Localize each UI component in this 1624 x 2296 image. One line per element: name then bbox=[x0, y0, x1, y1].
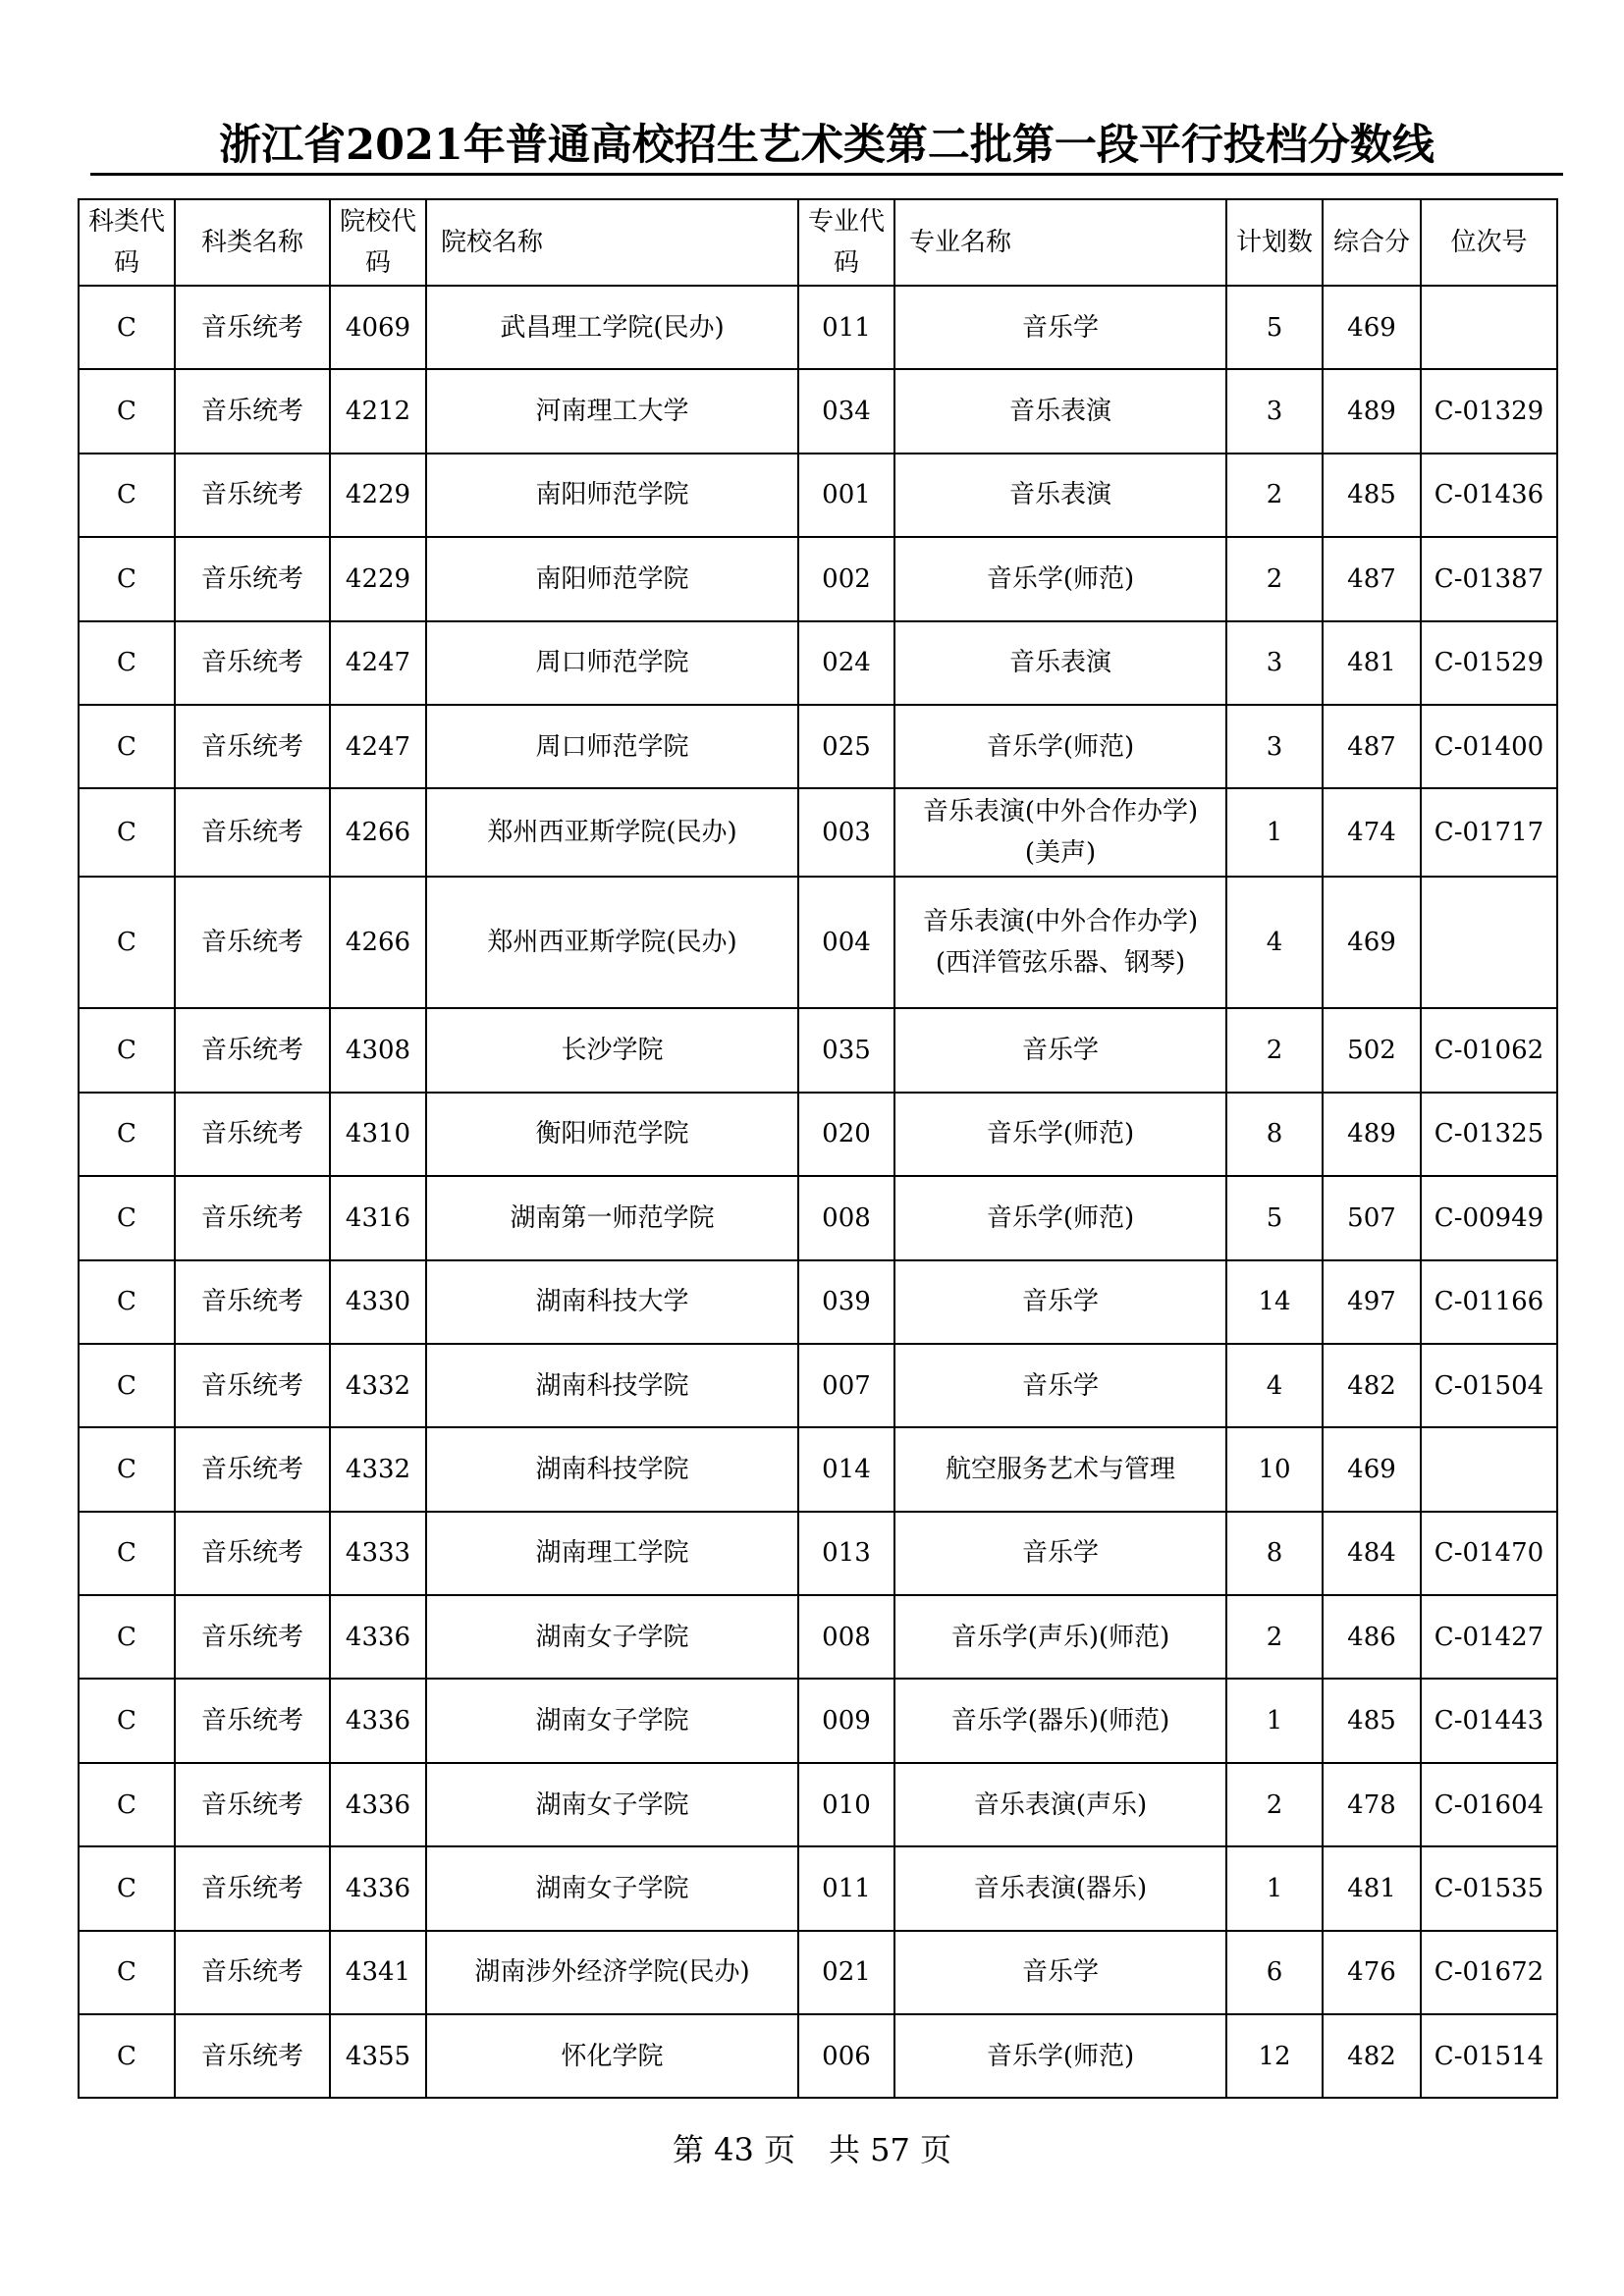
table-row bbox=[79, 1093, 1557, 1176]
cell-school-name: 长沙学院 bbox=[426, 1008, 798, 1092]
cell-score: 489 bbox=[1323, 369, 1421, 453]
cell-category-code: C bbox=[79, 369, 175, 453]
cell-score: 487 bbox=[1323, 537, 1421, 620]
cell-school-code: 4336 bbox=[330, 1763, 426, 1846]
table-row bbox=[79, 621, 1557, 705]
cell-score: 481 bbox=[1323, 621, 1421, 705]
table-row bbox=[79, 705, 1557, 788]
cell-school-code: 4341 bbox=[330, 1931, 426, 2014]
table-row bbox=[79, 1176, 1557, 1259]
cell-school-code: 4229 bbox=[330, 454, 426, 537]
cell-school-code: 4212 bbox=[330, 369, 426, 453]
cell-major-code: 024 bbox=[798, 621, 894, 705]
cell-score: 469 bbox=[1323, 286, 1421, 369]
cell-school-code: 4336 bbox=[330, 1679, 426, 1762]
cell-rank: C-01535 bbox=[1421, 1846, 1557, 1930]
table-row bbox=[79, 369, 1557, 453]
table-row bbox=[79, 454, 1557, 537]
cell-major-name: 音乐学 bbox=[894, 1931, 1226, 2014]
cell-school-name: 湖南科技学院 bbox=[426, 1427, 798, 1511]
cell-plan: 2 bbox=[1226, 1008, 1323, 1092]
cell-plan: 3 bbox=[1226, 369, 1323, 453]
cell-school-name: 湖南科技大学 bbox=[426, 1260, 798, 1344]
cell-school-name: 湖南女子学院 bbox=[426, 1679, 798, 1762]
cell-school-code: 4069 bbox=[330, 286, 426, 369]
cell-plan: 2 bbox=[1226, 454, 1323, 537]
cell-rank: C-01166 bbox=[1421, 1260, 1557, 1344]
cell-rank: C-01436 bbox=[1421, 454, 1557, 537]
cell-school-name: 湖南理工学院 bbox=[426, 1512, 798, 1595]
cell-rank: C-01443 bbox=[1421, 1679, 1557, 1762]
cell-category-name: 音乐统考 bbox=[175, 1344, 330, 1427]
table-row bbox=[79, 1344, 1557, 1427]
cell-category-code: C bbox=[79, 1008, 175, 1092]
cell-category-code: C bbox=[79, 454, 175, 537]
table-body bbox=[79, 286, 1557, 2098]
cell-plan: 6 bbox=[1226, 1931, 1323, 2014]
cell-rank: C-01604 bbox=[1421, 1763, 1557, 1846]
cell-category-name: 音乐统考 bbox=[175, 1763, 330, 1846]
table-row bbox=[79, 1931, 1557, 2014]
table-row bbox=[79, 537, 1557, 620]
header-category-code: 科类代码 bbox=[79, 199, 175, 286]
table-header-row bbox=[79, 199, 1557, 286]
cell-school-code: 4336 bbox=[330, 1846, 426, 1930]
cell-school-name: 南阳师范学院 bbox=[426, 454, 798, 537]
cell-rank: C-01672 bbox=[1421, 1931, 1557, 2014]
table-row bbox=[79, 2014, 1557, 2098]
header-rank: 位次号 bbox=[1421, 199, 1557, 286]
cell-major-name: 音乐学(师范) bbox=[894, 1093, 1226, 1176]
cell-school-name: 郑州西亚斯学院(民办) bbox=[426, 788, 798, 877]
cell-category-code: C bbox=[79, 1846, 175, 1930]
cell-major-name: 音乐表演 bbox=[894, 621, 1226, 705]
cell-plan: 5 bbox=[1226, 1176, 1323, 1259]
cell-major-code: 003 bbox=[798, 788, 894, 877]
cell-score: 481 bbox=[1323, 1846, 1421, 1930]
table-row bbox=[79, 1427, 1557, 1511]
cell-major-code: 013 bbox=[798, 1512, 894, 1595]
cell-school-code: 4332 bbox=[330, 1344, 426, 1427]
cell-category-code: C bbox=[79, 621, 175, 705]
table-row bbox=[79, 1008, 1557, 1092]
title-underline bbox=[90, 173, 1563, 176]
table-row bbox=[79, 1595, 1557, 1679]
cell-major-name: 音乐学 bbox=[894, 286, 1226, 369]
cell-school-name: 河南理工大学 bbox=[426, 369, 798, 453]
table-row bbox=[79, 788, 1557, 877]
cell-school-name: 湖南科技学院 bbox=[426, 1344, 798, 1427]
cell-rank: C-01427 bbox=[1421, 1595, 1557, 1679]
table-row bbox=[79, 1763, 1557, 1846]
cell-major-code: 006 bbox=[798, 2014, 894, 2098]
cell-plan: 2 bbox=[1226, 537, 1323, 620]
cell-major-code: 034 bbox=[798, 369, 894, 453]
cell-rank: C-01329 bbox=[1421, 369, 1557, 453]
cell-major-name: 音乐学 bbox=[894, 1008, 1226, 1092]
cell-rank: C-01504 bbox=[1421, 1344, 1557, 1427]
cell-school-code: 4316 bbox=[330, 1176, 426, 1259]
cell-category-name: 音乐统考 bbox=[175, 2014, 330, 2098]
cell-rank: C-00949 bbox=[1421, 1176, 1557, 1259]
cell-rank: C-01400 bbox=[1421, 705, 1557, 788]
cell-score: 487 bbox=[1323, 705, 1421, 788]
cell-score: 476 bbox=[1323, 1931, 1421, 2014]
cell-category-code: C bbox=[79, 1344, 175, 1427]
cell-score: 486 bbox=[1323, 1595, 1421, 1679]
cell-category-code: C bbox=[79, 1679, 175, 1762]
table-row bbox=[79, 1260, 1557, 1344]
cell-category-name: 音乐统考 bbox=[175, 1008, 330, 1092]
cell-score: 482 bbox=[1323, 1344, 1421, 1427]
page-total: 共 57 页 bbox=[829, 2131, 952, 2168]
table-row bbox=[79, 1679, 1557, 1762]
cell-major-code: 001 bbox=[798, 454, 894, 537]
cell-major-name: 音乐学(师范) bbox=[894, 537, 1226, 620]
cell-major-name: 音乐学(师范) bbox=[894, 705, 1226, 788]
cell-major-name: 音乐学(师范) bbox=[894, 2014, 1226, 2098]
cell-plan: 8 bbox=[1226, 1093, 1323, 1176]
cell-rank: C-01529 bbox=[1421, 621, 1557, 705]
cell-plan: 1 bbox=[1226, 1679, 1323, 1762]
header-school-name: 院校名称 bbox=[426, 199, 798, 286]
cell-category-code: C bbox=[79, 1595, 175, 1679]
cell-category-name: 音乐统考 bbox=[175, 1512, 330, 1595]
cell-plan: 4 bbox=[1226, 1344, 1323, 1427]
cell-major-name: 音乐学(器乐)(师范) bbox=[894, 1679, 1226, 1762]
cell-rank bbox=[1421, 877, 1557, 1008]
cell-major-name: 音乐学 bbox=[894, 1344, 1226, 1427]
cell-school-code: 4310 bbox=[330, 1093, 426, 1176]
cell-school-name: 周口师范学院 bbox=[426, 705, 798, 788]
cell-plan: 8 bbox=[1226, 1512, 1323, 1595]
cell-school-code: 4247 bbox=[330, 621, 426, 705]
cell-major-code: 010 bbox=[798, 1763, 894, 1846]
cell-plan: 14 bbox=[1226, 1260, 1323, 1344]
cell-major-name: 音乐表演(器乐) bbox=[894, 1846, 1226, 1930]
table-row bbox=[79, 877, 1557, 1008]
cell-category-name: 音乐统考 bbox=[175, 286, 330, 369]
cell-plan: 1 bbox=[1226, 1846, 1323, 1930]
cell-major-code: 014 bbox=[798, 1427, 894, 1511]
header-major-code: 专业代码 bbox=[798, 199, 894, 286]
cell-score: 485 bbox=[1323, 454, 1421, 537]
cell-category-name: 音乐统考 bbox=[175, 877, 330, 1008]
header-major-name: 专业名称 bbox=[894, 199, 1226, 286]
cell-category-code: C bbox=[79, 1512, 175, 1595]
cell-major-code: 020 bbox=[798, 1093, 894, 1176]
cell-category-code: C bbox=[79, 877, 175, 1008]
cell-score: 478 bbox=[1323, 1763, 1421, 1846]
cell-major-code: 021 bbox=[798, 1931, 894, 2014]
cell-school-code: 4330 bbox=[330, 1260, 426, 1344]
cell-score: 482 bbox=[1323, 2014, 1421, 2098]
cell-category-code: C bbox=[79, 286, 175, 369]
table-row bbox=[79, 286, 1557, 369]
header-school-code: 院校代码 bbox=[330, 199, 426, 286]
cell-major-name: 航空服务艺术与管理 bbox=[894, 1427, 1226, 1511]
cell-major-code: 011 bbox=[798, 1846, 894, 1930]
cell-school-name: 湖南女子学院 bbox=[426, 1595, 798, 1679]
cell-plan: 3 bbox=[1226, 621, 1323, 705]
cell-category-code: C bbox=[79, 2014, 175, 2098]
cell-rank: C-01387 bbox=[1421, 537, 1557, 620]
cell-major-code: 011 bbox=[798, 286, 894, 369]
cell-school-name: 南阳师范学院 bbox=[426, 537, 798, 620]
cell-category-name: 音乐统考 bbox=[175, 369, 330, 453]
cell-major-code: 039 bbox=[798, 1260, 894, 1344]
cell-category-name: 音乐统考 bbox=[175, 1427, 330, 1511]
cell-school-name: 衡阳师范学院 bbox=[426, 1093, 798, 1176]
cell-plan: 5 bbox=[1226, 286, 1323, 369]
score-table bbox=[78, 198, 1558, 2099]
cell-major-code: 002 bbox=[798, 537, 894, 620]
cell-plan: 2 bbox=[1226, 1595, 1323, 1679]
cell-school-name: 湖南女子学院 bbox=[426, 1846, 798, 1930]
cell-plan: 4 bbox=[1226, 877, 1323, 1008]
cell-major-name: 音乐学 bbox=[894, 1512, 1226, 1595]
cell-score: 489 bbox=[1323, 1093, 1421, 1176]
cell-plan: 10 bbox=[1226, 1427, 1323, 1511]
header-score: 综合分 bbox=[1323, 199, 1421, 286]
cell-category-code: C bbox=[79, 537, 175, 620]
cell-category-name: 音乐统考 bbox=[175, 705, 330, 788]
cell-category-code: C bbox=[79, 1763, 175, 1846]
cell-rank bbox=[1421, 286, 1557, 369]
cell-category-code: C bbox=[79, 1931, 175, 2014]
cell-category-name: 音乐统考 bbox=[175, 1846, 330, 1930]
cell-category-name: 音乐统考 bbox=[175, 1176, 330, 1259]
cell-score: 474 bbox=[1323, 788, 1421, 877]
cell-score: 484 bbox=[1323, 1512, 1421, 1595]
cell-score: 469 bbox=[1323, 1427, 1421, 1511]
cell-plan: 12 bbox=[1226, 2014, 1323, 2098]
cell-major-code: 025 bbox=[798, 705, 894, 788]
cell-plan: 1 bbox=[1226, 788, 1323, 877]
cell-category-name: 音乐统考 bbox=[175, 1260, 330, 1344]
cell-category-name: 音乐统考 bbox=[175, 1093, 330, 1176]
cell-plan: 3 bbox=[1226, 705, 1323, 788]
cell-major-name: 音乐表演(中外合作办学)(美声) bbox=[894, 788, 1226, 877]
cell-school-code: 4308 bbox=[330, 1008, 426, 1092]
cell-school-name: 怀化学院 bbox=[426, 2014, 798, 2098]
cell-school-name: 湖南女子学院 bbox=[426, 1763, 798, 1846]
cell-school-name: 周口师范学院 bbox=[426, 621, 798, 705]
cell-school-code: 4333 bbox=[330, 1512, 426, 1595]
cell-category-name: 音乐统考 bbox=[175, 454, 330, 537]
cell-category-code: C bbox=[79, 1427, 175, 1511]
cell-major-name: 音乐学(师范) bbox=[894, 1176, 1226, 1259]
cell-school-code: 4266 bbox=[330, 788, 426, 877]
cell-rank: C-01514 bbox=[1421, 2014, 1557, 2098]
cell-school-code: 4355 bbox=[330, 2014, 426, 2098]
cell-category-name: 音乐统考 bbox=[175, 788, 330, 877]
cell-school-name: 武昌理工学院(民办) bbox=[426, 286, 798, 369]
cell-major-name: 音乐表演(中外合作办学)(西洋管弦乐器、钢琴) bbox=[894, 877, 1226, 1008]
cell-major-code: 004 bbox=[798, 877, 894, 1008]
cell-category-code: C bbox=[79, 1093, 175, 1176]
cell-score: 469 bbox=[1323, 877, 1421, 1008]
cell-major-name: 音乐表演 bbox=[894, 454, 1226, 537]
cell-score: 502 bbox=[1323, 1008, 1421, 1092]
cell-school-name: 湖南第一师范学院 bbox=[426, 1176, 798, 1259]
page-title: 浙江省2021年普通高校招生艺术类第二批第一段平行投档分数线 bbox=[219, 121, 1435, 170]
header-category-name: 科类名称 bbox=[175, 199, 330, 286]
page-number: 第 43 页 bbox=[672, 2131, 795, 2168]
cell-plan: 2 bbox=[1226, 1763, 1323, 1846]
cell-category-code: C bbox=[79, 788, 175, 877]
cell-school-code: 4266 bbox=[330, 877, 426, 1008]
cell-rank bbox=[1421, 1427, 1557, 1511]
cell-major-name: 音乐表演 bbox=[894, 369, 1226, 453]
cell-rank: C-01062 bbox=[1421, 1008, 1557, 1092]
cell-major-name: 音乐学(声乐)(师范) bbox=[894, 1595, 1226, 1679]
cell-rank: C-01470 bbox=[1421, 1512, 1557, 1595]
cell-school-name: 郑州西亚斯学院(民办) bbox=[426, 877, 798, 1008]
cell-school-name: 湖南涉外经济学院(民办) bbox=[426, 1931, 798, 2014]
cell-major-name: 音乐表演(声乐) bbox=[894, 1763, 1226, 1846]
header-plan: 计划数 bbox=[1226, 199, 1323, 286]
cell-school-code: 4247 bbox=[330, 705, 426, 788]
cell-major-code: 008 bbox=[798, 1176, 894, 1259]
table-row bbox=[79, 1512, 1557, 1595]
cell-category-code: C bbox=[79, 1176, 175, 1259]
cell-major-code: 007 bbox=[798, 1344, 894, 1427]
cell-category-name: 音乐统考 bbox=[175, 1679, 330, 1762]
table-row bbox=[79, 1846, 1557, 1930]
cell-score: 497 bbox=[1323, 1260, 1421, 1344]
cell-category-name: 音乐统考 bbox=[175, 1595, 330, 1679]
cell-major-code: 008 bbox=[798, 1595, 894, 1679]
cell-school-code: 4229 bbox=[330, 537, 426, 620]
cell-major-name: 音乐学 bbox=[894, 1260, 1226, 1344]
cell-school-code: 4336 bbox=[330, 1595, 426, 1679]
cell-major-code: 035 bbox=[798, 1008, 894, 1092]
cell-rank: C-01717 bbox=[1421, 788, 1557, 877]
cell-school-code: 4332 bbox=[330, 1427, 426, 1511]
page-footer bbox=[0, 2126, 1624, 2173]
cell-score: 485 bbox=[1323, 1679, 1421, 1762]
cell-score: 507 bbox=[1323, 1176, 1421, 1259]
cell-category-name: 音乐统考 bbox=[175, 621, 330, 705]
cell-category-name: 音乐统考 bbox=[175, 537, 330, 620]
cell-category-code: C bbox=[79, 705, 175, 788]
cell-major-code: 009 bbox=[798, 1679, 894, 1762]
cell-category-code: C bbox=[79, 1260, 175, 1344]
cell-rank: C-01325 bbox=[1421, 1093, 1557, 1176]
cell-category-name: 音乐统考 bbox=[175, 1931, 330, 2014]
